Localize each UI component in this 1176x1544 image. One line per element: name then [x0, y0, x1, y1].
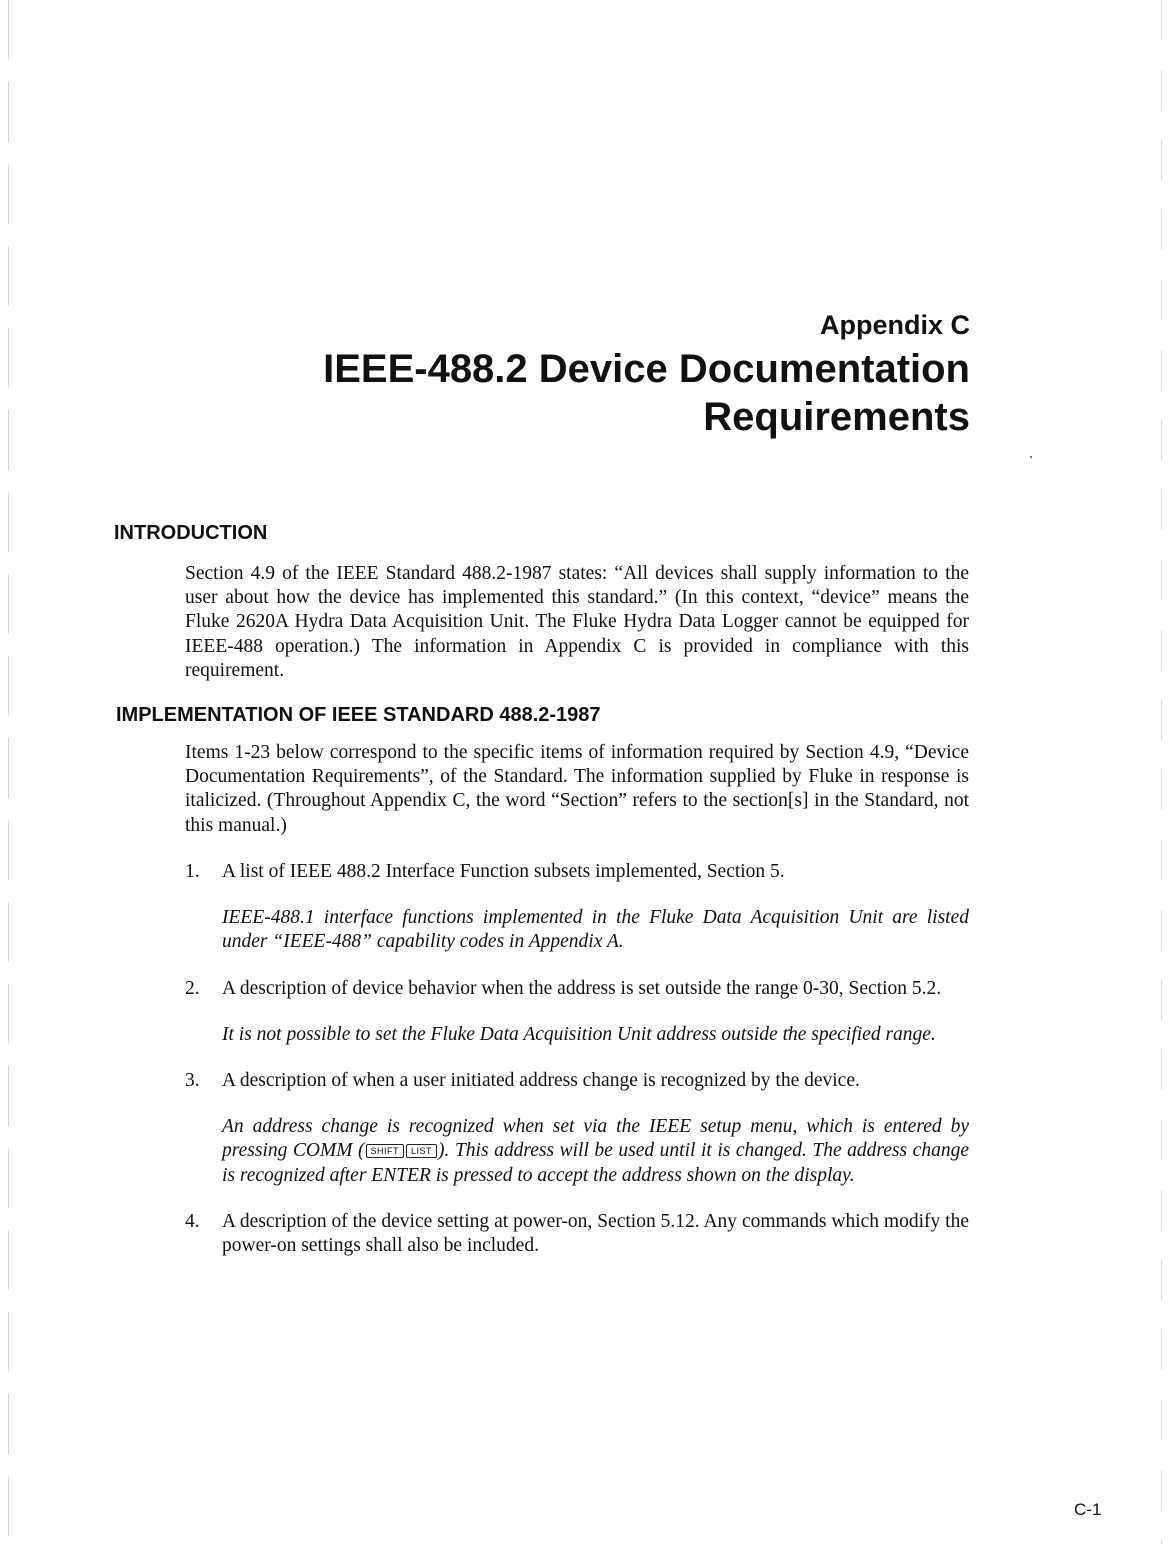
- list-item: [185, 977, 969, 1047]
- item-answer-text-before: An address change is recognized when set via the IEEE setup menu, which is entered by pressing COMM (: [222, 1116, 969, 1162]
- list-item: [185, 1069, 969, 1188]
- item-answer: IEEE-488.1 interface functions implemented in the Fluke Data Acquisition Unit are listed under “IEEE-488” capability codes in Appendix A.: [222, 907, 969, 953]
- introduction-paragraph: Section 4.9 of the IEEE Standard 488.2-1987 states: “All devices shall supply information to the user about how the device has implemented this standard.” (In this context, “device” means the Fluke 2620A Hydra Data Acquisition Unit. The Fluke Hydra Data Logger cannot be equipped for IEEE-488 operation.) The information in Appendix C is provided in compliance with this requirement.: [185, 563, 969, 681]
- scan-edge-left: [8, 0, 9, 1544]
- item-number: 1.: [185, 861, 200, 882]
- appendix-label: Appendix C: [819, 310, 970, 340]
- page-title-line-2: Requirements: [703, 395, 970, 439]
- item-number: 3.: [185, 1070, 200, 1092]
- item-answer: [222, 1115, 969, 1188]
- item-question: A description of device behavior when the address is set outside the range 0-30, Section 5.2.: [222, 977, 942, 999]
- list-item: [185, 1210, 969, 1258]
- item-number: 2.: [185, 977, 200, 999]
- item-question: A list of IEEE 488.2 Interface Function subsets implemented, Section 5.: [222, 861, 785, 882]
- list-key-icon: LIST: [406, 1144, 437, 1158]
- scan-edge-right: [1161, 0, 1162, 1544]
- scan-speck: [1030, 456, 1032, 458]
- item-question: A description of when a user initiated address change is recognized by the device.: [222, 1070, 860, 1092]
- page-title-line-1: IEEE-488.2 Device Documentation: [323, 347, 970, 391]
- page-title: [323, 345, 970, 441]
- item-answer-text-after: ). This address will be used until it is changed. The address change is recognized after ENTER is pressed to accept the address shown on the display.: [222, 1140, 969, 1186]
- item-number: 4.: [185, 1210, 200, 1232]
- implementation-heading: IMPLEMENTATION OF IEEE STANDARD 488.2-1987: [116, 704, 601, 726]
- page-number: C-1: [1074, 1500, 1102, 1519]
- implementation-paragraph: Items 1-23 below correspond to the specific items of information required by Section 4.9, “Device Documentation Requirements”, of the Standard. The information supplied by Fluke in response is italicized. (Throughout Appendix C, the word “Section” refers to the section[s] in the Standard, not this manual.): [185, 742, 969, 836]
- list-item: [185, 860, 969, 955]
- item-question: A description of the device setting at power-on, Section 5.12. Any commands which modify the power-on settings shall also be included.: [222, 1210, 969, 1257]
- item-answer: It is not possible to set the Fluke Data Acquisition Unit address outside the specified range.: [222, 1023, 936, 1045]
- introduction-heading: INTRODUCTION: [114, 522, 268, 544]
- shift-key-icon: SHIFT: [366, 1144, 405, 1158]
- requirements-list: [185, 860, 969, 1280]
